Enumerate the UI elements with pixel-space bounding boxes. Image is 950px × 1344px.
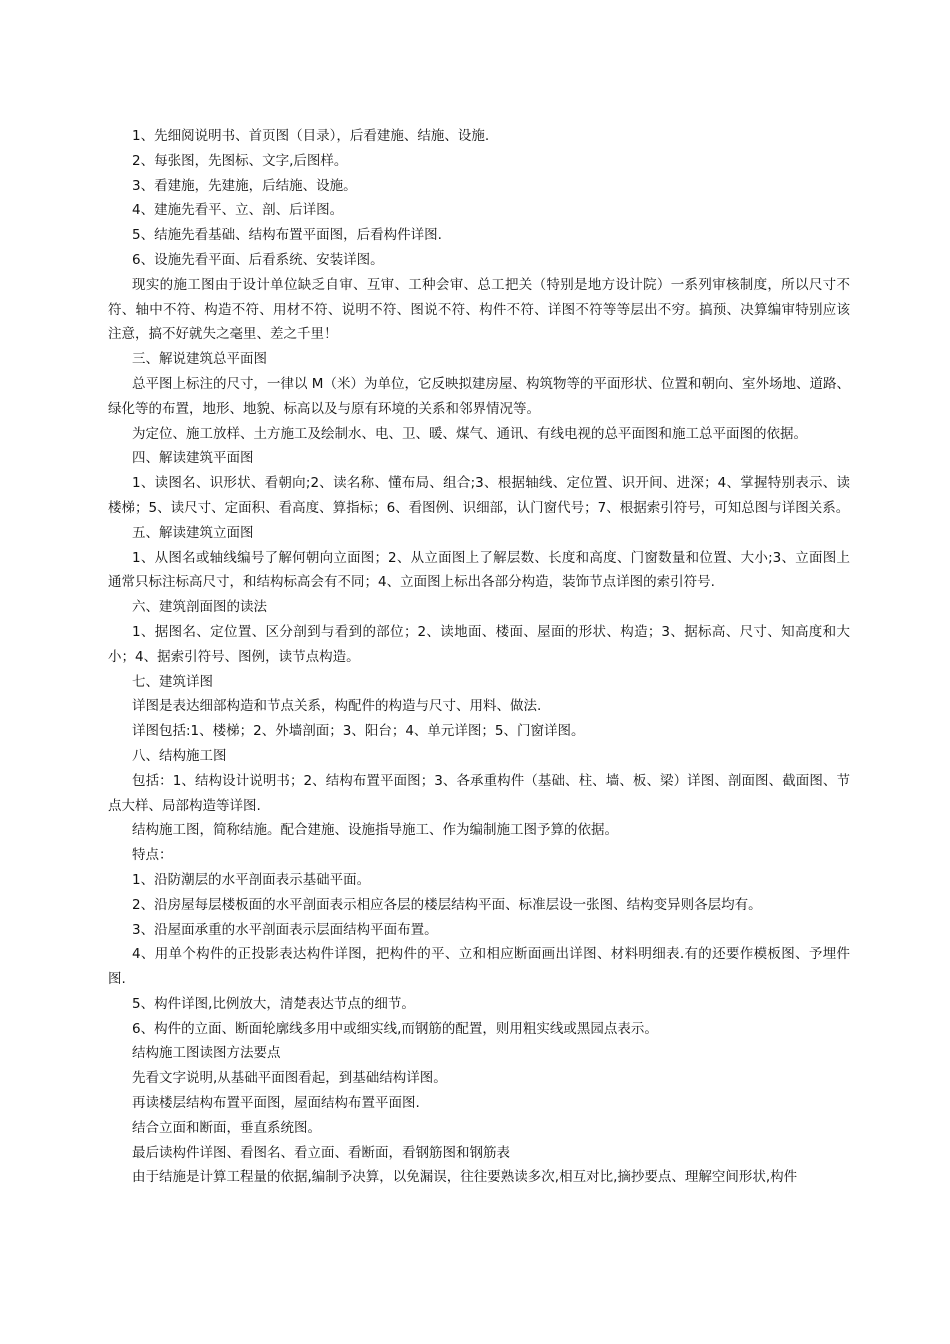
paragraph: 再读楼层结构布置平面图，屋面结构布置平面图. xyxy=(132,1095,420,1112)
paragraph: 特点： xyxy=(132,847,173,864)
paragraph: 4、用单个构件的正投影表达构件详图，把构件的平、立和相应断面画出详图、材料明细表.有的还要作模板图、予埋件图. xyxy=(108,946,850,988)
paragraph: 为定位、施工放样、土方施工及绘制水、电、卫、暖、煤气、通讯、有线电视的总平面图和施工总平面图的依据。 xyxy=(132,425,807,442)
section-heading: 五、解读建筑立面图 xyxy=(132,524,254,541)
paragraph: 2、每张图，先图标、文字,后图样。 xyxy=(132,152,348,169)
paragraph: 6、设施先看平面、后看系统、安装详图。 xyxy=(132,251,384,268)
paragraph: 现实的施工图由于设计单位缺乏自审、互审、工种会审、总工把关（特别是地方设计院）一系列审核制度，所以尺寸不符、轴中不符、构造不符、用材不符、说明不符、图说不符、构件不符、详图不符等等层出不穷。搞预、决算编审特别应该注意，搞不好就失之毫里、差之千里！ xyxy=(108,276,850,343)
paragraph: 最后读构件详图、看图名、看立面、看断面，看钢筋图和钢筋表 xyxy=(132,1144,510,1161)
paragraph: 1、从图名或轴线编号了解何朝向立面图；2、从立面图上了解层数、长度和高度、门窗数量和位置、大小;3、立面图上通常只标注标高尺寸，和结构标高会有不同；4、立面图上标出各部分构造，装饰节点详图的索引符号. xyxy=(108,549,850,591)
section-heading: 六、建筑剖面图的读法 xyxy=(132,599,267,616)
paragraph: 1、沿防潮层的水平剖面表示基础平面。 xyxy=(132,871,371,888)
document-body xyxy=(108,124,850,1190)
paragraph: 包括：1、结构设计说明书；2、结构布置平面图；3、各承重构件（基础、柱、墙、板、梁）详图、剖面图、截面图、节点大样、局部构造等详图. xyxy=(108,772,850,814)
paragraph: 1、据图名、定位置、区分剖到与看到的部位；2、读地面、楼面、屋面的形状、构造；3、据标高、尺寸、知高度和大小；4、据索引符号、图例，读节点构造。 xyxy=(108,623,850,665)
section-heading: 四、解读建筑平面图 xyxy=(132,450,254,467)
section-heading: 七、建筑详图 xyxy=(132,673,213,690)
paragraph: 结合立面和断面，垂直系统图。 xyxy=(132,1119,321,1136)
paragraph: 1、先细阅说明书、首页图（目录），后看建施、结施、设施. xyxy=(132,128,490,144)
paragraph: 5、构件详图,比例放大，清楚表达节点的细节。 xyxy=(132,995,415,1012)
paragraph: 先看文字说明,从基础平面图看起，到基础结构详图。 xyxy=(132,1070,447,1087)
paragraph: 5、结施先看基础、结构布置平面图，后看构件详图. xyxy=(132,227,442,244)
paragraph: 1、读图名、识形状、看朝向;2、读名称、懂布局、组合;3、根据轴线、定位置、识开间、进深；4、掌握特别表示、读楼梯；5、读尺寸、定面积、看高度、算指标；6、看图例、识细部，认门窗代号；7、根据索引符号，可知总图与详图关系。 xyxy=(108,475,850,516)
paragraph: 3、看建施，先建施，后结施、设施。 xyxy=(132,177,357,194)
paragraph: 总平图上标注的尺寸，一律以 M（米）为单位，它反映拟建房屋、构筑物等的平面形状、位置和朝向、室外场地、道路、绿化等的布置，地形、地貌、标高以及与原有环境的关系和邻界情况等。 xyxy=(108,375,850,417)
paragraph: 详图包括:1、楼梯；2、外墙剖面；3、阳台；4、单元详图；5、门窗详图。 xyxy=(132,723,585,740)
section-heading: 八、结构施工图 xyxy=(132,747,227,764)
paragraph: 结构施工图，简称结施。配合建施、设施指导施工、作为编制施工图予算的依据。 xyxy=(132,822,618,839)
paragraph: 2、沿房屋每层楼板面的水平剖面表示相应各层的楼层结构平面、标准层设一张图、结构变异则各层均有。 xyxy=(132,896,762,913)
section-heading: 三、解说建筑总平面图 xyxy=(132,351,267,368)
paragraph: 6、构件的立面、断面轮廓线多用中或细实线,而钢筋的配置，则用粗实线或黑园点表示。 xyxy=(132,1020,658,1037)
paragraph: 结构施工图读图方法要点 xyxy=(132,1045,281,1062)
paragraph: 由于结施是计算工程量的依据,编制予决算，以免漏误，往往要熟读多次,相互对比,摘抄要点、理解空间形状,构件 xyxy=(132,1169,798,1186)
paragraph: 详图是表达细部构造和节点关系，构配件的构造与尺寸、用料、做法. xyxy=(132,698,542,715)
paragraph: 4、建施先看平、立、剖、后详图。 xyxy=(132,202,344,219)
paragraph: 3、沿屋面承重的水平剖面表示层面结构平面布置。 xyxy=(132,921,438,938)
